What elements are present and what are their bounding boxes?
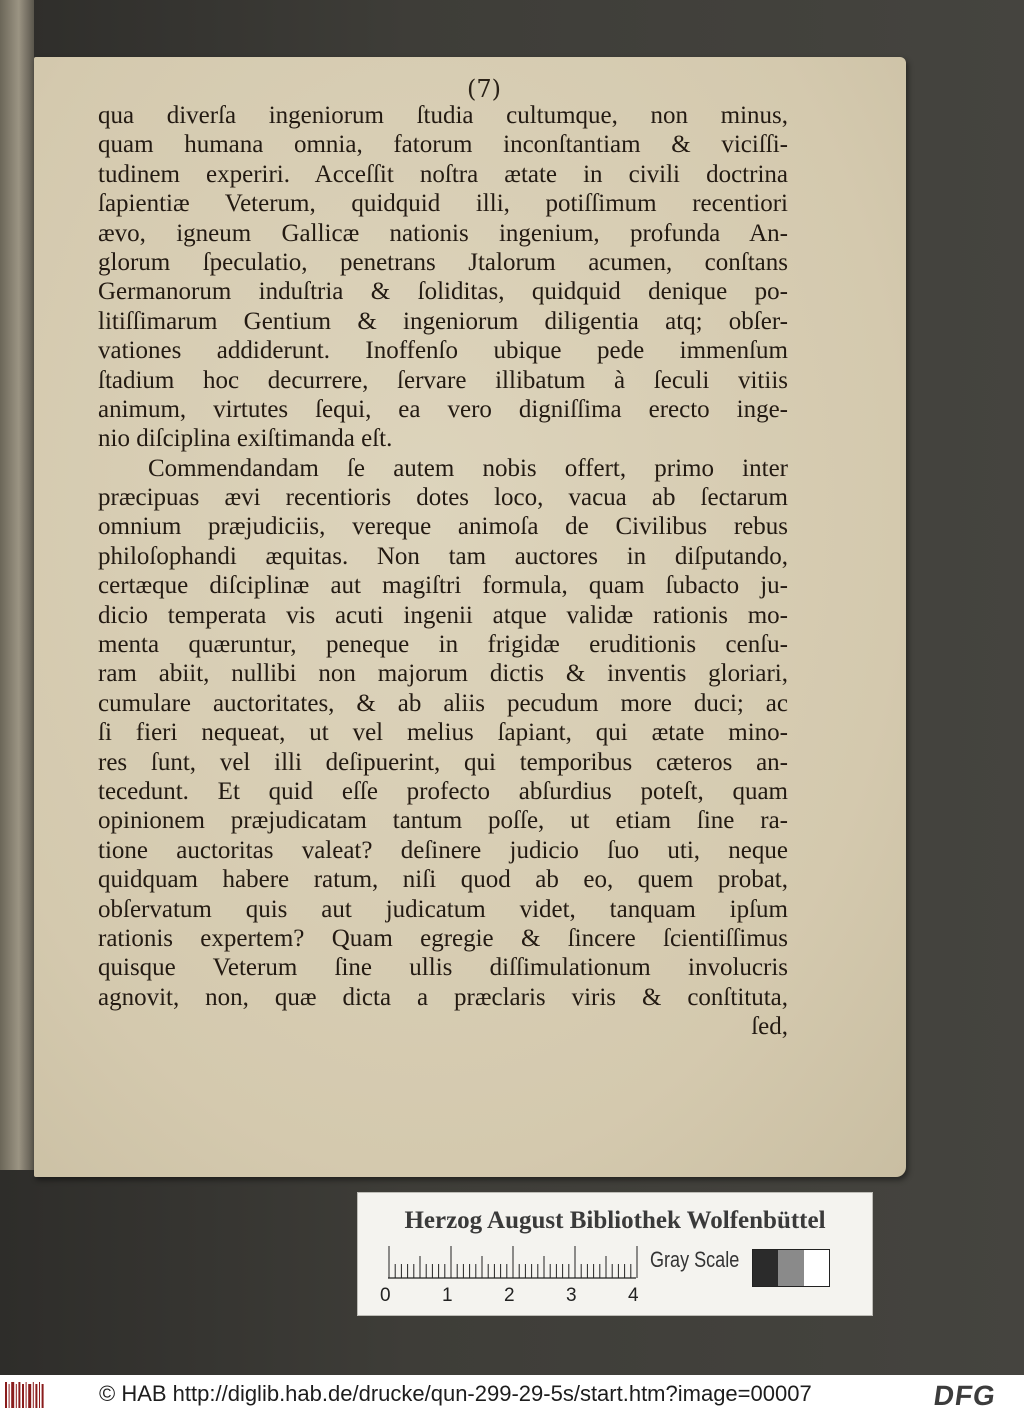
text-line: nio diſciplina exiſtimanda eſt. (98, 425, 393, 453)
ruler-numbers (380, 1285, 660, 1309)
text-line: ſapientiæ Veterum, quidquid illi, potiſſimum recentiori (98, 190, 788, 218)
text-line: menta quæruntur, peneque in frigidæ eruditionis cenſu- (98, 631, 788, 659)
ruler-number: 4 (628, 1285, 639, 1306)
text-line: Germanorum induſtria & ſoliditas, quidquid denique po- (98, 278, 788, 306)
ruler-scale-icon (388, 1245, 638, 1279)
text-line: quam humana omnia, fatorum inconſtantiam & viciſſi- (98, 131, 788, 159)
ruler-number: 2 (504, 1285, 515, 1306)
dfg-logo: DFG (931, 1380, 999, 1411)
text-line: tione auctoritas valeat? deſinere judicio ſuo uti, neque (98, 836, 788, 864)
text-line: quisque Veterum ſine ullis diſſimulationum involucris (98, 954, 788, 982)
text-line: Commendandam ſe autem nobis offert, primo inter (148, 454, 788, 482)
text-line: omnium præjudiciis, vereque animoſa de Civilibus rebus (98, 513, 788, 541)
grayscale-swatches (752, 1249, 830, 1287)
source-url-link[interactable]: © HAB http://diglib.hab.de/drucke/qun-299-29-5s/start.htm?image=00007 (99, 1381, 812, 1406)
grayscale-label: Gray Scale (650, 1247, 740, 1272)
library-color-scale-label (357, 1192, 873, 1316)
text-line: rationis expertem? Quam egregie & ſincere ſcientiſſimus (98, 924, 788, 952)
text-line: obſervatum quis aut judicatum videt, tanquam ipſum (98, 895, 788, 923)
text-line: tecedunt. Et quid eſſe profecto abſurdius poteſt, quam (98, 777, 788, 805)
text-line: litiſſimarum Gentium & ingeniorum diligentia atq; obſer- (98, 307, 788, 335)
text-line: res ſunt, vel illi deſipuerint, qui temporibus cæteros an- (98, 748, 788, 776)
text-line: animum, virtutes ſequi, ea vero digniſſima erecto inge- (98, 395, 788, 423)
text-line: philoſophandi æquitas. Non tam auctores in diſputando, (98, 542, 788, 570)
text-line: dicio temperata vis acuti ingenii atque validæ rationis mo- (98, 601, 788, 629)
ruler-number: 3 (566, 1285, 577, 1306)
page-text (98, 101, 788, 1042)
text-line: opinionem præjudicatam tantum poſſe, ut etiam ſine ra- (98, 807, 788, 835)
text-line: glorum ſpeculatio, penetrans Jtalorum acumen, conſtans (98, 248, 788, 276)
text-line: cumulare auctoritates, & ab aliis pecudum more duci; ac (98, 689, 788, 717)
text-line: ſtadium hoc decurrere, ſervare illibatum à ſeculi vitiis (98, 366, 788, 394)
hab-barcode-logo-icon (5, 1382, 47, 1408)
gray-swatch (753, 1250, 778, 1286)
gray-swatch (804, 1250, 829, 1286)
text-line: ævo, igneum Gallicæ nationis ingenium, profunda An- (98, 219, 788, 247)
text-line: quidquam habere ratum, niſi quod ab eo, quem probat, (98, 866, 788, 894)
library-name: Herzog August Bibliothek Wolfenbüttel (404, 1207, 826, 1234)
text-line: agnovit, non, quæ dicta a præclaris viris & conſtituta, (98, 983, 788, 1011)
text-line: certæque diſciplinæ aut magiſtri formula, quam ſubacto ju- (98, 572, 788, 600)
ruler-number: 1 (442, 1285, 453, 1306)
text-line: ram abiit, nullibi non majorum dictis & inventis gloriari, (98, 660, 788, 688)
text-line: tudinem experiri. Acceſſit noſtra ætate in civili doctrina (98, 160, 788, 188)
footer-bar (0, 1375, 1024, 1414)
ruler-number: 0 (380, 1285, 391, 1306)
text-line: qua diverſa ingeniorum ſtudia cultumque, non minus, (98, 102, 788, 129)
text-line: præcipuas ævi recentioris dotes loco, vacua ab ſectarum (98, 484, 788, 512)
adjacent-page-edge (0, 0, 34, 1170)
page-number: (7) (467, 75, 501, 103)
catchword: ſed, (751, 1013, 788, 1041)
text-line: vationes addiderunt. Inoffenſo ubique pede immenſum (98, 337, 788, 365)
book-page (34, 57, 906, 1177)
text-line: ſi fieri nequeat, ut vel melius ſapiant, qui ætate mino- (98, 719, 788, 747)
gray-swatch (778, 1250, 803, 1286)
